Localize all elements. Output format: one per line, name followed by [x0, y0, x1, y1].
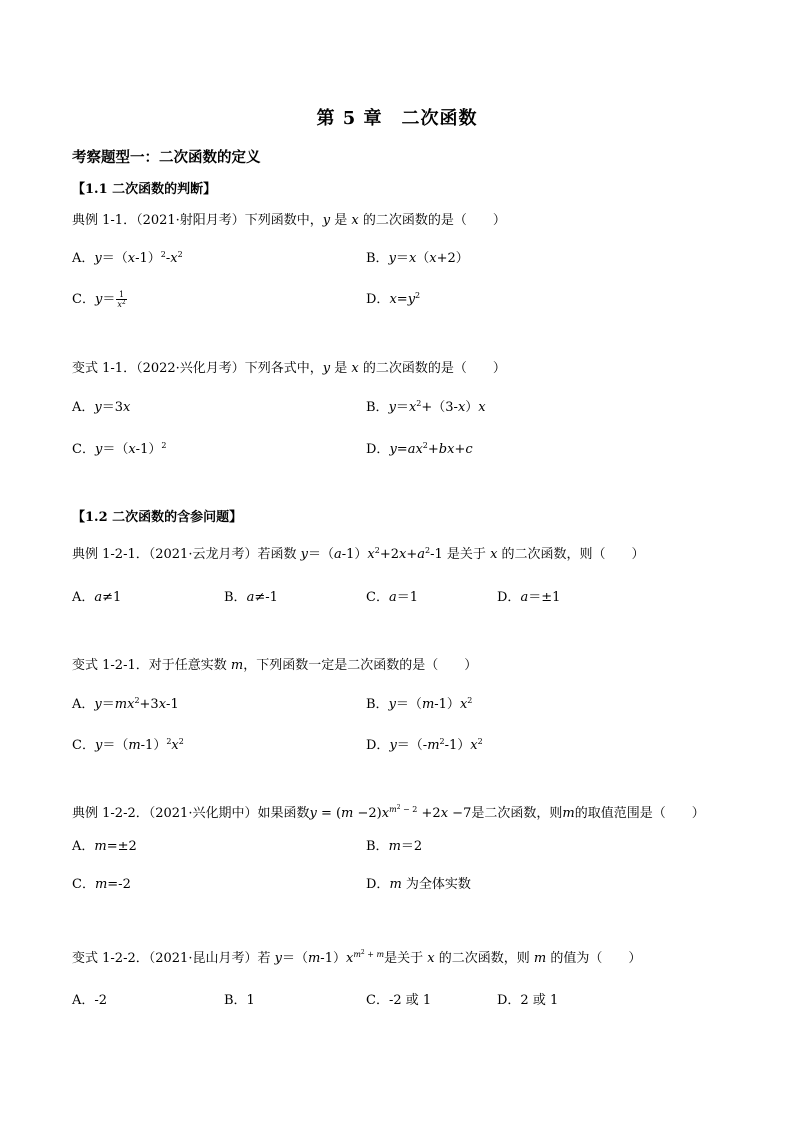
question-2-option-a[interactable]: A．y＝3x	[72, 400, 131, 415]
section-heading-1-2: 【1.2 二次函数的含参问题】	[72, 510, 243, 525]
question-2-stem: 变式 1-1．（2022·兴化月考）下列各式中，y 是 x 的二次函数的是（ ）	[72, 361, 506, 376]
chapter-title: 第 5 章 二次函数	[316, 108, 478, 129]
question-4-option-a[interactable]: A．$y=mx^2+3x-1$	[72, 696, 179, 712]
question-5-option-c[interactable]: C．m=-2	[72, 877, 131, 892]
question-2-option-d[interactable]: D．$y=ax^2+bx+c$	[366, 441, 473, 457]
question-3-option-b[interactable]: B．a≠-1	[224, 590, 278, 605]
question-3-stem: 典例 1-2-1．（2021·云龙月考）若函数 $y=(a-1)x^2+2x+a^2-1$ 是关于 x 的二次函数，则（ ）	[72, 546, 645, 562]
question-1-stem: 典例 1-1．（2021·射阳月考）下列函数中，y 是 x 的二次函数的是（ ）	[72, 213, 506, 228]
question-6-option-b[interactable]: B．1	[224, 993, 255, 1008]
question-3-option-c[interactable]: C．a＝1	[366, 590, 418, 605]
question-1-option-a[interactable]: A．$y=(x-1)^2-x^2$	[72, 250, 183, 266]
question-4-option-c[interactable]: C．$y=(m-1)^2x^2$	[72, 737, 184, 753]
question-5-option-d[interactable]: D．m 为全体实数	[366, 877, 471, 892]
question-4-option-d[interactable]: D．$y=(-m^2-1)x^2$	[366, 737, 483, 753]
question-5-option-a[interactable]: A．m=±2	[72, 839, 137, 854]
question-6-option-d[interactable]: D．2 或 1	[497, 993, 559, 1008]
question-1-option-b[interactable]: B．y＝x（x+2）	[366, 251, 469, 266]
question-4-stem: 变式 1-2-1．对于任意实数 m，下列函数一定是二次函数的是（ ）	[72, 658, 478, 673]
question-3-option-d[interactable]: D．a＝±1	[497, 590, 561, 605]
question-type-heading: 考察题型一：二次函数的定义	[72, 149, 261, 166]
question-5-option-b[interactable]: B．m＝2	[366, 839, 423, 854]
question-3-option-a[interactable]: A．a≠1	[72, 590, 122, 605]
question-4-option-b[interactable]: B．$y=(m-1)x^2$	[366, 696, 473, 712]
question-2-option-b[interactable]: B．$y=x^2+(3-x)x$	[366, 399, 486, 415]
fraction: $\frac{1}{x^2}$	[117, 290, 126, 309]
question-1-option-c[interactable]: C．y＝ $\frac{1}{x^2}$	[72, 290, 126, 309]
question-6-option-a[interactable]: A．-2	[72, 993, 108, 1008]
question-6-option-c[interactable]: C．-2 或 1	[366, 993, 432, 1008]
question-5-stem: 典例 1-2-2．（2021·兴化期中）如果函数$y = (m -2)x^{m^2 - 2} +2x -7$是二次函数，则m的取值范围是（ ）	[72, 804, 705, 821]
question-6-stem: 变式 1-2-2．（2021·昆山月考）若 $y=(m-1)x^{m^2 + m}$是关于 x 的二次函数，则 m 的值为（ ）	[72, 949, 642, 966]
question-2-option-c[interactable]: C．$y=(x-1)^2$	[72, 441, 167, 457]
section-heading-1-1: 【1.1 二次函数的判断】	[72, 182, 217, 197]
question-1-option-d[interactable]: D．$x=y^2$	[366, 291, 421, 307]
